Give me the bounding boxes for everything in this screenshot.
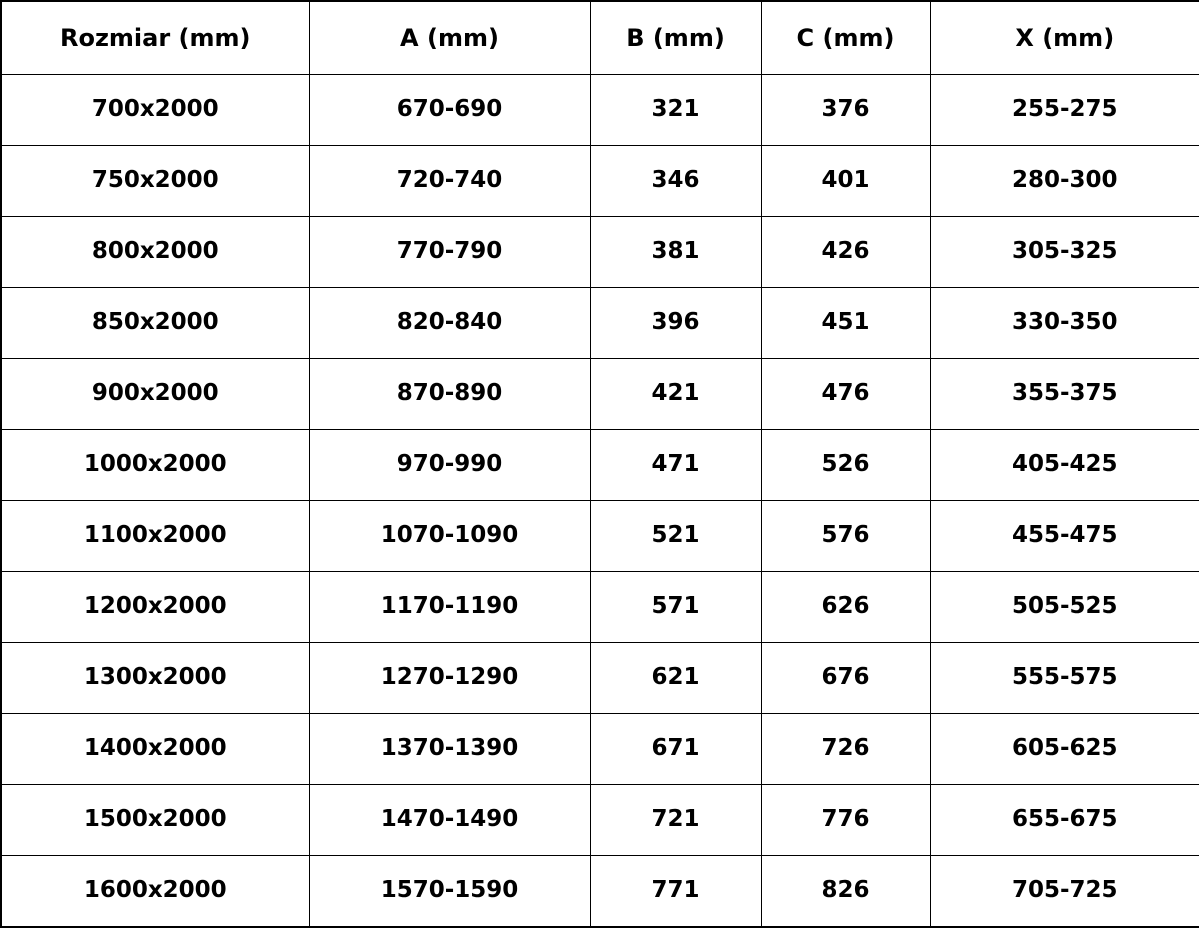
- cell-c: 401: [761, 146, 930, 217]
- cell-a: 970-990: [309, 430, 590, 501]
- table-row: [1, 430, 1199, 501]
- cell-x: 280-300: [930, 146, 1199, 217]
- cell-c: 776: [761, 785, 930, 856]
- cell-x: 355-375: [930, 359, 1199, 430]
- cell-x: 455-475: [930, 501, 1199, 572]
- cell-c: 451: [761, 288, 930, 359]
- cell-x: 405-425: [930, 430, 1199, 501]
- cell-size: 800x2000: [1, 217, 309, 288]
- cell-c: 726: [761, 714, 930, 785]
- cell-x: 305-325: [930, 217, 1199, 288]
- cell-b: 421: [590, 359, 761, 430]
- cell-x: 555-575: [930, 643, 1199, 714]
- cell-x: 605-625: [930, 714, 1199, 785]
- cell-b: 521: [590, 501, 761, 572]
- cell-size: 900x2000: [1, 359, 309, 430]
- cell-b: 721: [590, 785, 761, 856]
- table-row: [1, 572, 1199, 643]
- table-row: [1, 856, 1199, 928]
- cell-c: 426: [761, 217, 930, 288]
- table-row: [1, 288, 1199, 359]
- cell-size: 1600x2000: [1, 856, 309, 928]
- cell-size: 1500x2000: [1, 785, 309, 856]
- cell-b: 321: [590, 75, 761, 146]
- cell-c: 376: [761, 75, 930, 146]
- cell-size: 1300x2000: [1, 643, 309, 714]
- cell-a: 870-890: [309, 359, 590, 430]
- cell-b: 771: [590, 856, 761, 928]
- cell-a: 820-840: [309, 288, 590, 359]
- cell-a: 1370-1390: [309, 714, 590, 785]
- cell-a: 1070-1090: [309, 501, 590, 572]
- table-body: [1, 75, 1199, 928]
- column-header-c: C (mm): [761, 1, 930, 75]
- cell-size: 700x2000: [1, 75, 309, 146]
- table-row: [1, 146, 1199, 217]
- cell-a: 1570-1590: [309, 856, 590, 928]
- cell-b: 621: [590, 643, 761, 714]
- cell-b: 381: [590, 217, 761, 288]
- table-header: [1, 1, 1199, 75]
- cell-size: 750x2000: [1, 146, 309, 217]
- cell-a: 770-790: [309, 217, 590, 288]
- cell-size: 1100x2000: [1, 501, 309, 572]
- table-row: [1, 217, 1199, 288]
- table-header-row: [1, 1, 1199, 75]
- column-header-x: X (mm): [930, 1, 1199, 75]
- cell-c: 526: [761, 430, 930, 501]
- cell-a: 1170-1190: [309, 572, 590, 643]
- column-header-a: A (mm): [309, 1, 590, 75]
- cell-x: 330-350: [930, 288, 1199, 359]
- cell-x: 255-275: [930, 75, 1199, 146]
- column-header-rozmiar: Rozmiar (mm): [1, 1, 309, 75]
- cell-b: 471: [590, 430, 761, 501]
- cell-a: 1270-1290: [309, 643, 590, 714]
- cell-c: 576: [761, 501, 930, 572]
- table-row: [1, 714, 1199, 785]
- table-row: [1, 359, 1199, 430]
- cell-size: 850x2000: [1, 288, 309, 359]
- cell-size: 1400x2000: [1, 714, 309, 785]
- cell-b: 396: [590, 288, 761, 359]
- cell-c: 626: [761, 572, 930, 643]
- cell-a: 720-740: [309, 146, 590, 217]
- cell-c: 476: [761, 359, 930, 430]
- cell-b: 671: [590, 714, 761, 785]
- table-row: [1, 501, 1199, 572]
- table-row: [1, 75, 1199, 146]
- cell-x: 705-725: [930, 856, 1199, 928]
- cell-size: 1200x2000: [1, 572, 309, 643]
- table-row: [1, 785, 1199, 856]
- cell-b: 346: [590, 146, 761, 217]
- cell-a: 1470-1490: [309, 785, 590, 856]
- cell-size: 1000x2000: [1, 430, 309, 501]
- cell-x: 655-675: [930, 785, 1199, 856]
- cell-b: 571: [590, 572, 761, 643]
- cell-c: 676: [761, 643, 930, 714]
- cell-x: 505-525: [930, 572, 1199, 643]
- column-header-b: B (mm): [590, 1, 761, 75]
- table-row: [1, 643, 1199, 714]
- cell-c: 826: [761, 856, 930, 928]
- cell-a: 670-690: [309, 75, 590, 146]
